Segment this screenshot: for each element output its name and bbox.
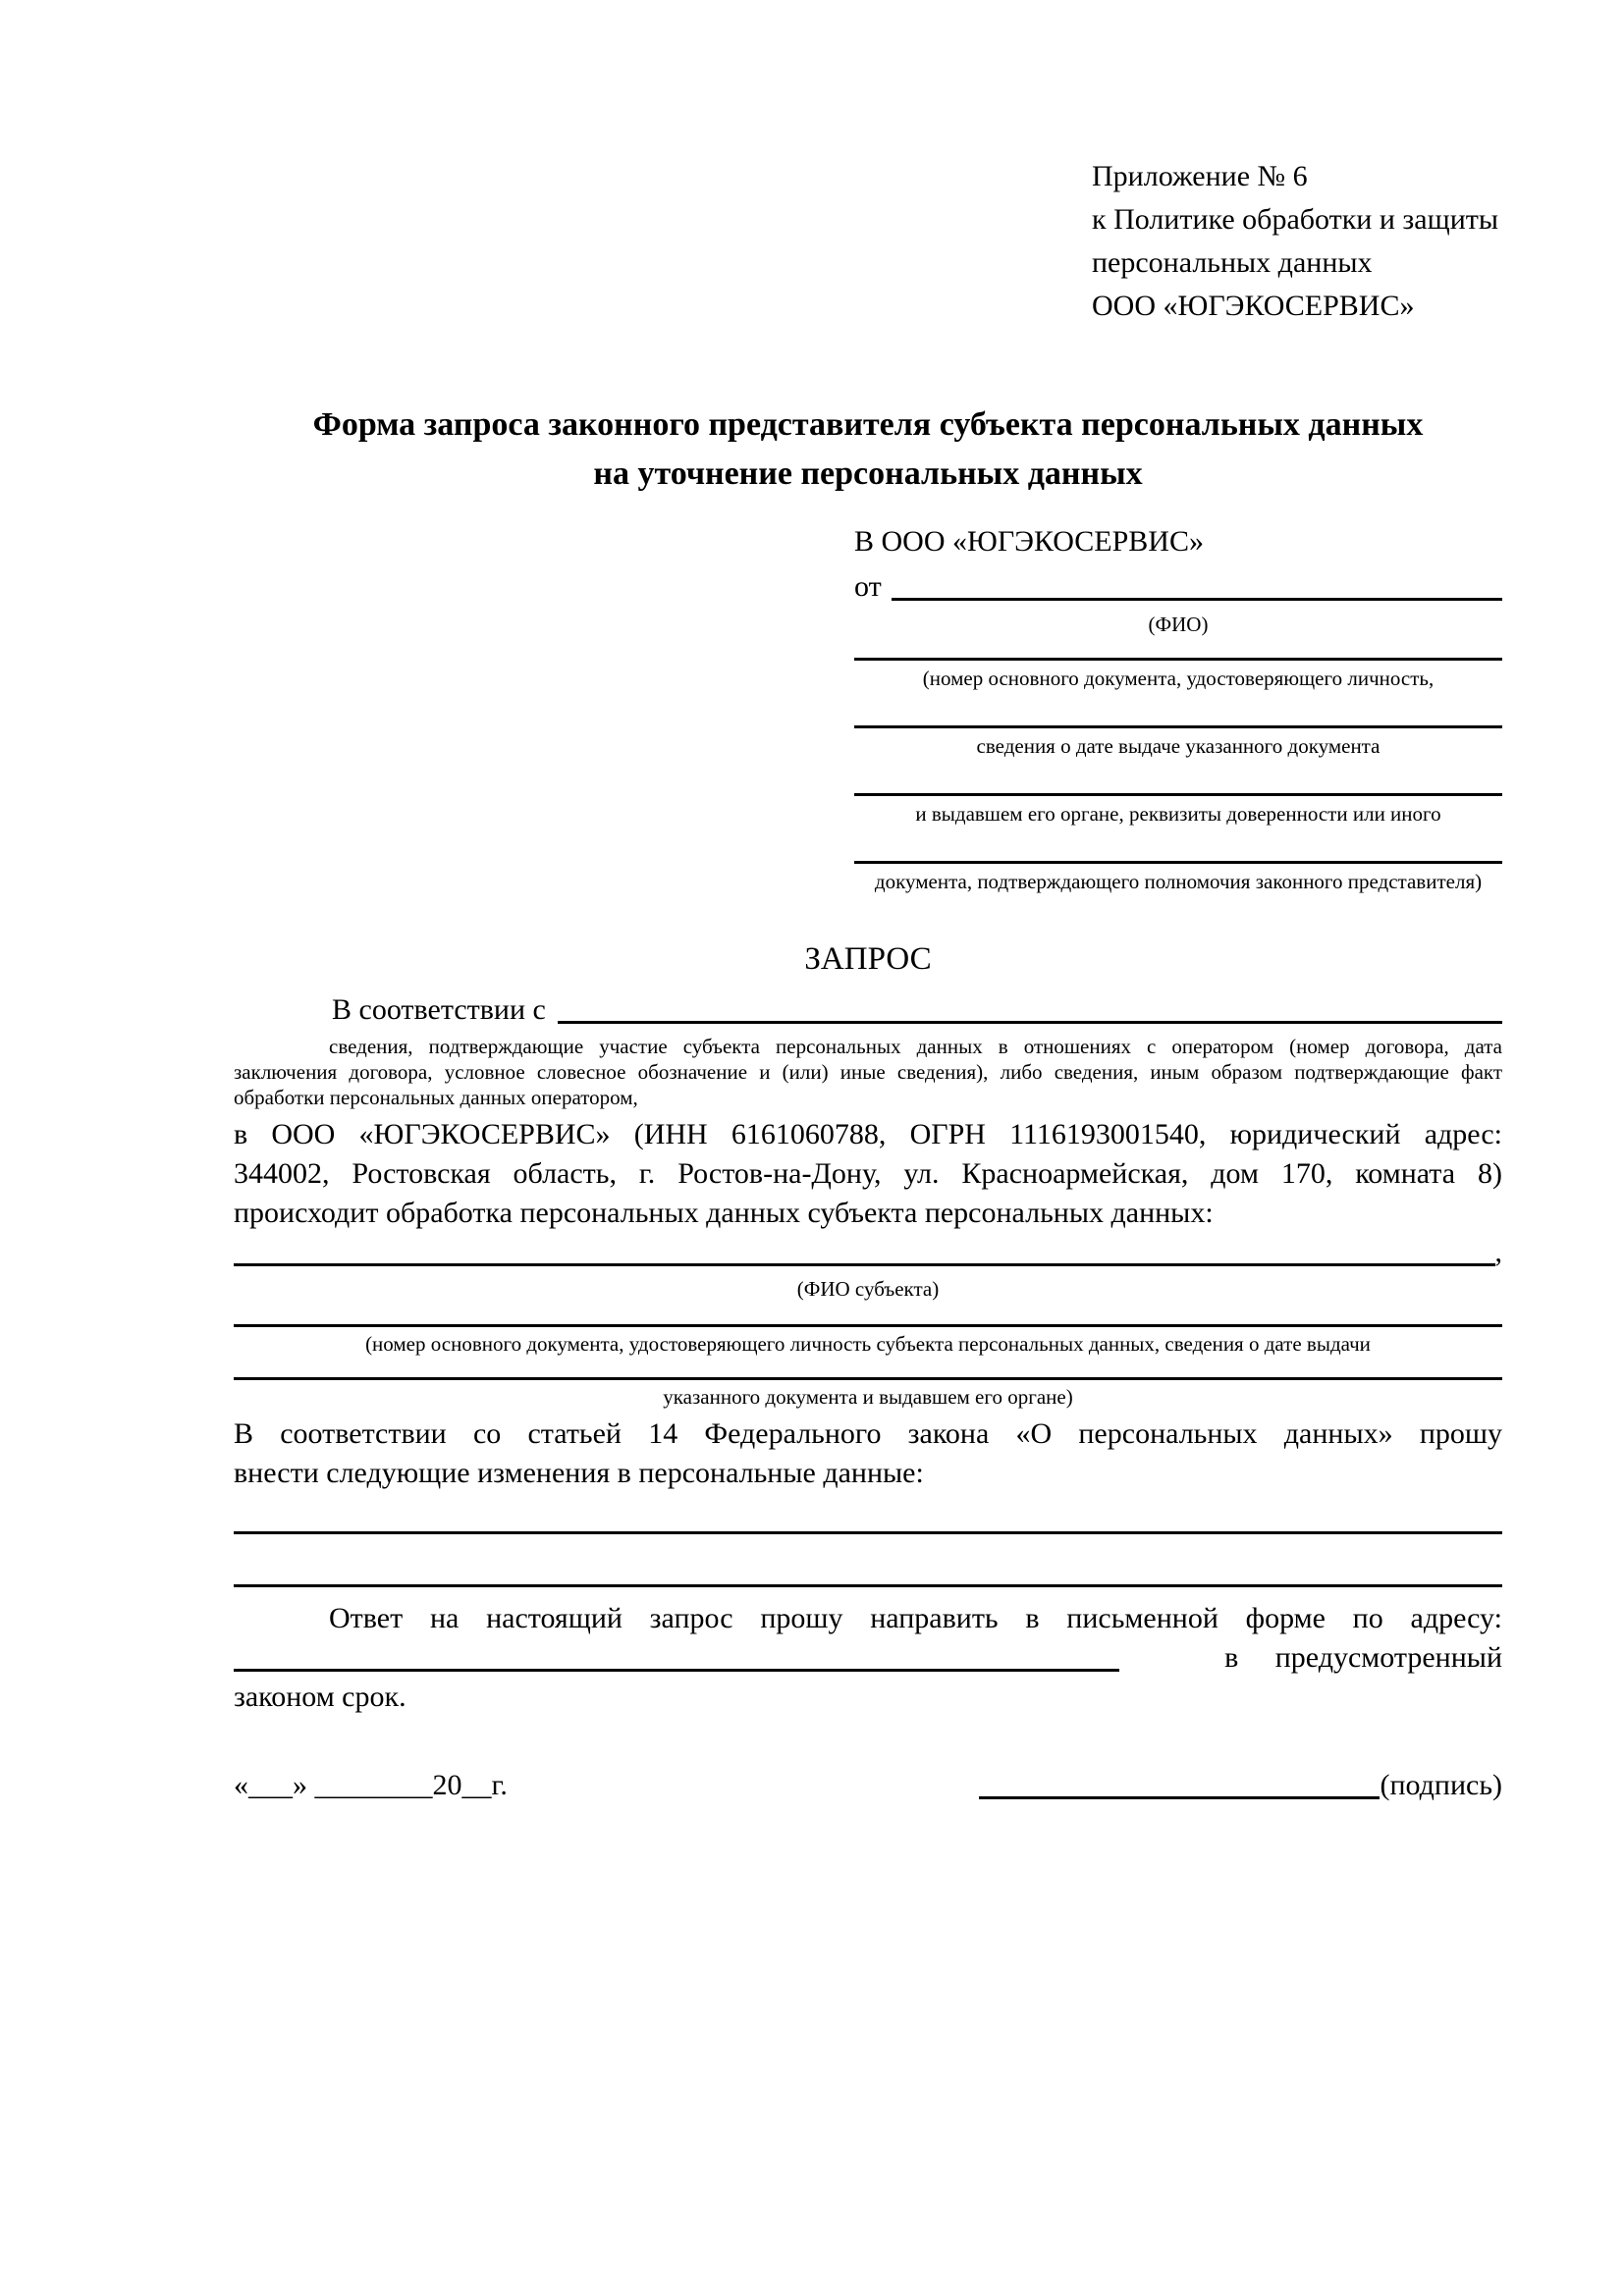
addressee-block xyxy=(854,522,1502,894)
from-label: от xyxy=(854,570,882,603)
answer-line-3: законом срок. xyxy=(234,1681,406,1713)
from-blank-line xyxy=(892,598,1502,601)
page-title-line-2: на уточнение персональных данных xyxy=(593,455,1143,492)
comma-text: , xyxy=(1494,1236,1502,1268)
request-heading: ЗАПРОС xyxy=(804,941,932,977)
subject-document-caption-1: (номер основного документа, удостоверяющего личность субъекта персональных данных, сведения о дате выдачи xyxy=(365,1332,1371,1356)
date-field: «___» ________20__г. xyxy=(234,1769,508,1801)
appendix-line-1: Приложение № 6 xyxy=(1092,160,1308,192)
operator-paragraph-line-1: в ООО «ЮГЭКОСЕРВИС» (ИНН 6161060788, ОГРН 1116193001540, юридический адрес: xyxy=(234,1118,1502,1150)
signature-field xyxy=(979,1766,1502,1805)
answer-line-2: в предусмотренный xyxy=(1224,1641,1502,1674)
answer-paragraph xyxy=(234,1599,1502,1717)
appendix-line-4: ООО «ЮГЭКОСЕРВИС» xyxy=(1092,290,1415,322)
basis-field xyxy=(234,990,1502,1030)
authority-document-caption: документа, подтверждающего полномочия законного представителя) xyxy=(874,870,1483,893)
changes-blank-line-2 xyxy=(234,1534,1502,1587)
law-paragraph-line-1: В соответствии со статьей 14 Федерального закона «О персональных данных» прошу xyxy=(234,1417,1502,1450)
fio-caption: (ФИО) xyxy=(1148,613,1209,636)
law-paragraph-line-2: внести следующие изменения в персональные данные: xyxy=(234,1457,924,1489)
changes-blank-line-1 xyxy=(234,1493,1502,1534)
basis-blank-line xyxy=(558,1021,1502,1024)
subject-document-blank-line xyxy=(234,1302,1502,1327)
document-number-caption: (номер основного документа, удостоверяющего личность, xyxy=(922,667,1435,690)
answer-address-field xyxy=(234,1638,1502,1678)
issuing-authority-blank-line xyxy=(854,759,1502,796)
signature-caption: (подпись) xyxy=(1380,1769,1502,1801)
date-signature-row xyxy=(234,1766,1502,1805)
answer-line-1: Ответ на настоящий запрос прошу направить в письменной форме по адресу: xyxy=(329,1602,1502,1634)
issue-date-blank-line xyxy=(854,691,1502,728)
operator-paragraph-line-3: происходит обработка персональных данных субъекта персональных данных: xyxy=(234,1197,1214,1229)
addressee-to: В ООО «ЮГЭКОСЕРВИС» xyxy=(854,525,1204,558)
operator-paragraph xyxy=(234,1115,1502,1233)
basis-label: В соответствии с xyxy=(332,993,546,1026)
signature-blank-line xyxy=(979,1796,1380,1799)
basis-footnote-line-2: заключения договора, условное словесное обозначение и (или) иные сведения), либо сведения, иным образом подтверждающие факт xyxy=(234,1060,1502,1084)
page-title-line-1: Форма запроса законного представителя субъекта персональных данных xyxy=(312,406,1424,443)
subject-name-blank-line xyxy=(234,1263,1495,1266)
basis-footnote xyxy=(234,1034,1502,1110)
operator-paragraph-line-2: 344002, Ростовская область, г. Ростов-на-Дону, ул. Красноармейская, дом 170, комната 8) xyxy=(234,1157,1502,1190)
basis-footnote-line-3: обработки персональных данных оператором, xyxy=(234,1086,638,1109)
appendix-line-3: персональных данных xyxy=(1092,246,1373,279)
page-title xyxy=(234,400,1502,499)
authority-document-blank-line xyxy=(854,827,1502,864)
subject-document-caption-2: указанного документа и выдавшем его органе) xyxy=(663,1385,1073,1409)
law-paragraph xyxy=(234,1415,1502,1493)
issuing-authority-caption: и выдавшем его органе, реквизиты доверенности или иного xyxy=(915,802,1441,826)
subject-fio-caption: (ФИО субъекта) xyxy=(796,1277,940,1301)
appendix-line-2: к Политике обработки и защиты xyxy=(1092,203,1499,236)
document-number-blank-line xyxy=(854,637,1502,661)
subject-name-field xyxy=(234,1233,1502,1272)
address-blank-line xyxy=(234,1669,1119,1672)
from-field xyxy=(854,567,1502,607)
subject-document-blank-line-2 xyxy=(234,1357,1502,1380)
basis-footnote-line-1: сведения, подтверждающие участие субъекта персональных данных в отношениях с оператором (номер договора, дата xyxy=(329,1035,1502,1058)
appendix-block xyxy=(1092,155,1502,328)
issue-date-caption: сведения о дате выдаче указанного документа xyxy=(976,734,1380,758)
